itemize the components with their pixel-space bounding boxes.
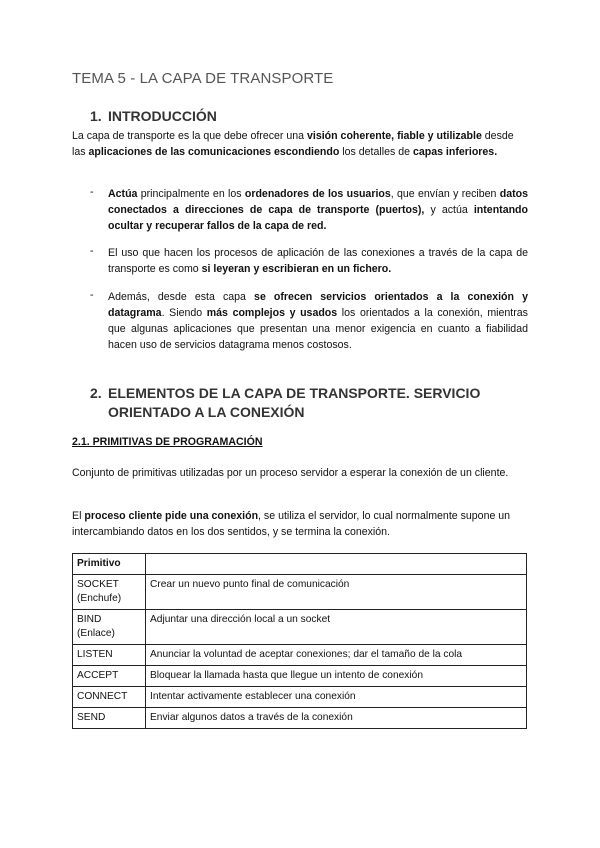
text: principalmente en los — [137, 188, 245, 200]
bold-text: más complejos y usados — [206, 307, 338, 319]
section-heading-2 — [90, 384, 480, 422]
table-row — [73, 708, 527, 729]
bullet-text — [108, 186, 528, 234]
bullet-dash: - — [90, 289, 94, 301]
table-row — [73, 666, 527, 687]
bold-text: visión coherente, fiable y utilizable — [307, 130, 482, 142]
text: , que envían y reciben — [390, 188, 500, 200]
primitive-cell: ACCEPT — [73, 666, 146, 687]
paragraph — [72, 465, 528, 481]
table-row — [73, 575, 527, 610]
text: La capa de transporte es la que debe ofrecer una — [72, 130, 307, 142]
section-title: INTRODUCCIÓN — [108, 108, 217, 124]
text: los detalles de — [339, 146, 413, 158]
bullet-dash: - — [90, 245, 94, 257]
section-heading-1 — [90, 108, 217, 124]
table-row — [73, 687, 527, 708]
bullet-text — [108, 245, 528, 277]
bold-text: se ofrecen servicios orientados a la conexión y datagrama — [108, 291, 528, 319]
bold-text: si leyeran y escribieran en un fichero. — [201, 263, 392, 275]
text: y actúa — [424, 204, 474, 216]
text: , se utiliza el servidor, lo cual normalmente supone un intercambiando datos en los dos sentidos, y se termina la conexión. — [72, 510, 511, 538]
primitive-cell: BIND (Enlace) — [73, 610, 146, 645]
subsection-heading: 2.1. PRIMITIVAS DE PROGRAMACIÓN — [72, 436, 263, 448]
section-number: 2. — [90, 385, 102, 401]
header-cell: Primitivo — [73, 554, 146, 575]
table-row — [73, 645, 527, 666]
section-title-cont: ORIENTADO A LA CONEXIÓN — [108, 404, 305, 420]
bold-text: capas inferiores. — [412, 146, 498, 158]
text: los orientados a la conexión, mientras que algunas aplicaciones que presentan una menor exigencia en cuanto a fiabilidad hacen uso de servicios datagrama menos costosos. — [108, 307, 528, 351]
description-cell: Bloquear la llamada hasta que llegue un intento de conexión — [146, 666, 527, 687]
primitive-cell: LISTEN — [73, 645, 146, 666]
text: . Siendo — [161, 307, 207, 319]
primitives-table — [72, 553, 527, 729]
description-cell: Intentar activamente establecer una conexión — [146, 687, 527, 708]
bullet-item — [90, 186, 528, 234]
description-cell: Anunciar la voluntad de aceptar conexiones; dar el tamaño de la cola — [146, 645, 527, 666]
bullet-text — [108, 289, 528, 353]
table-row — [73, 610, 527, 645]
header-cell — [146, 554, 527, 575]
section-title: ELEMENTOS DE LA CAPA DE TRANSPORTE. SERVICIO — [108, 385, 481, 401]
text: Conjunto de primitivas utilizadas por un proceso servidor a esperar la conexión de un cliente. — [72, 467, 509, 479]
document-title: TEMA 5 - LA CAPA DE TRANSPORTE — [72, 70, 334, 87]
bullet-item — [90, 245, 528, 277]
text: Además, desde esta capa — [108, 291, 255, 303]
section-number: 1. — [90, 108, 102, 124]
description-cell: Crear un nuevo punto final de comunicación — [146, 575, 527, 610]
primitive-cell: CONNECT — [73, 687, 146, 708]
text: El — [72, 510, 85, 522]
description-cell: Enviar algunos datos a través de la conexión — [146, 708, 527, 729]
text: El uso que hacen los procesos de aplicación de las conexiones a través de la capa de transporte es como — [108, 247, 528, 275]
bold-text: ordenadores de los usuarios — [244, 188, 391, 200]
bold-text: Actúa — [108, 188, 138, 200]
bold-text: intentando ocultar y recuperar fallos de la capa de red. — [108, 204, 528, 232]
bold-text: proceso cliente pide una conexión — [84, 510, 259, 522]
bullet-dash: - — [90, 186, 94, 198]
intro-paragraph — [72, 128, 528, 160]
table-header-row — [73, 554, 527, 575]
bold-text: aplicaciones de las comunicaciones escondiendo — [88, 146, 340, 158]
primitive-cell: SOCKET (Enchufe) — [73, 575, 146, 610]
paragraph — [72, 508, 528, 540]
description-cell: Adjuntar una dirección local a un socket — [146, 610, 527, 645]
primitive-cell: SEND — [73, 708, 146, 729]
bullet-item — [90, 289, 528, 353]
text: desde las — [72, 130, 514, 158]
bold-text: datos conectados a direcciones de capa de transporte (puertos), — [108, 188, 528, 216]
